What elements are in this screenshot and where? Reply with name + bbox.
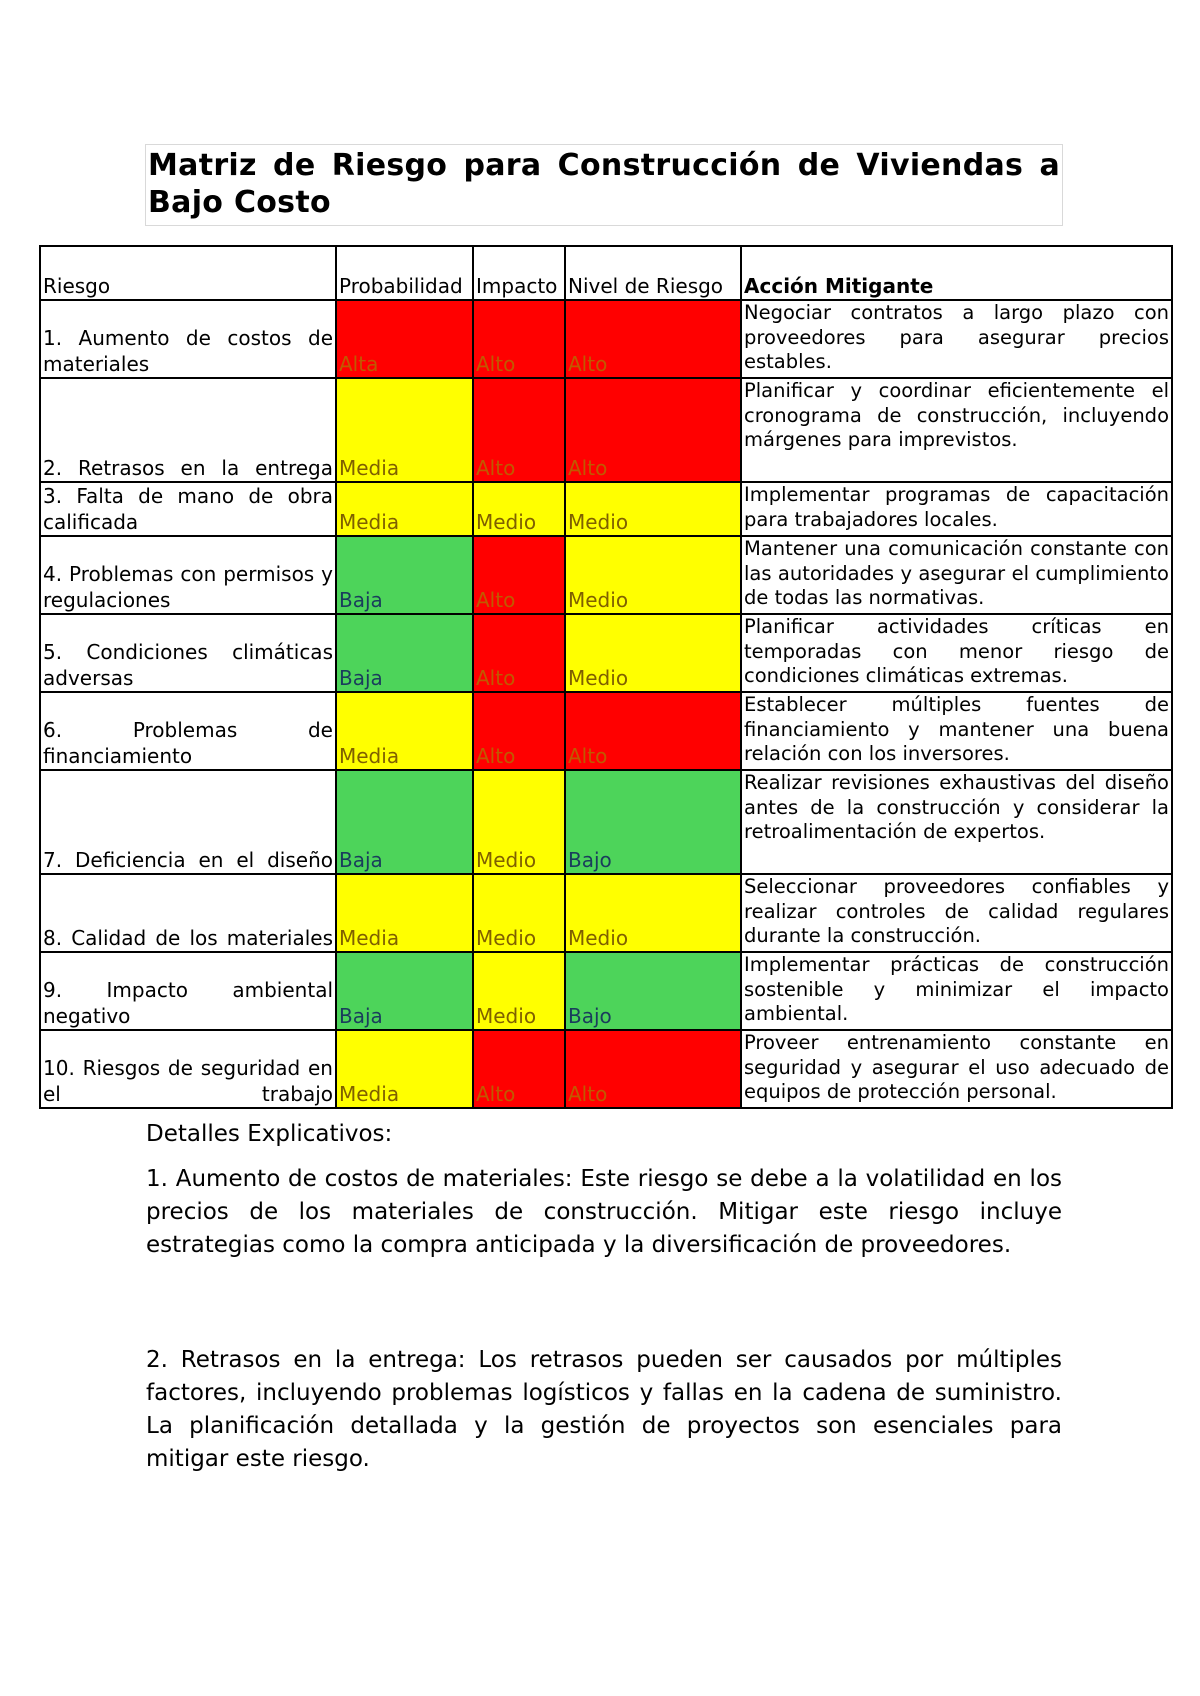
header-action: Acción Mitigante xyxy=(741,246,1172,300)
impact-cell: Medio xyxy=(473,482,565,536)
mitigation-action-cell: Implementar prácticas de construcción sostenible y minimizar el impacto ambiental. xyxy=(741,952,1172,1030)
risk-name-cell: 7. Deficiencia en el diseño xyxy=(40,770,336,874)
table-row xyxy=(40,874,1172,952)
risk-level-cell: Alto xyxy=(565,378,741,482)
risk-name-cell: 6. Problemas de financiamiento xyxy=(40,692,336,770)
details-section xyxy=(146,1118,1062,1476)
header-risk: Riesgo xyxy=(40,246,336,300)
table-row xyxy=(40,770,1172,874)
mitigation-action-cell: Mantener una comunicación constante con las autoridades y asegurar el cumplimiento de todas las normativas. xyxy=(741,536,1172,614)
risk-name-cell: 8. Calidad de los materiales xyxy=(40,874,336,952)
impact-cell: Alto xyxy=(473,1030,565,1108)
probability-cell: Baja xyxy=(336,770,473,874)
risk-name-cell: 3. Falta de mano de obra calificada xyxy=(40,482,336,536)
probability-cell: Media xyxy=(336,482,473,536)
mitigation-action-cell: Seleccionar proveedores confiables y realizar controles de calidad regulares durante la construcción. xyxy=(741,874,1172,952)
detail-item: 1. Aumento de costos de materiales: Este riesgo se debe a la volatilidad en los precios de los materiales de construcción. Mitigar este riesgo incluye estrategias como la compra anticipada y la diversificación de proveedores. xyxy=(146,1166,1062,1258)
table-header-row xyxy=(40,246,1172,300)
probability-cell: Baja xyxy=(336,614,473,692)
risk-name-cell: 2. Retrasos en la entrega xyxy=(40,378,336,482)
risk-matrix-table xyxy=(39,245,1173,1109)
table-row xyxy=(40,536,1172,614)
impact-cell: Medio xyxy=(473,952,565,1030)
detail-item: 2. Retrasos en la entrega: Los retrasos pueden ser causados por múltiples factores, incluyendo problemas logísticos y fallas en la cadena de suministro. La planificación detallada y la gestión de proyectos son esenciales para mitigar este riesgo. xyxy=(146,1347,1062,1472)
probability-cell: Media xyxy=(336,874,473,952)
impact-cell: Alto xyxy=(473,536,565,614)
mitigation-action-cell: Proveer entrenamiento constante en seguridad y asegurar el uso adecuado de equipos de protección personal. xyxy=(741,1030,1172,1108)
table-row xyxy=(40,692,1172,770)
details-heading: Detalles Explicativos: xyxy=(146,1121,393,1147)
mitigation-action-cell: Negociar contratos a largo plazo con proveedores para asegurar precios estables. xyxy=(741,300,1172,378)
risk-level-cell: Medio xyxy=(565,874,741,952)
header-impact: Impacto xyxy=(473,246,565,300)
document-title: Matriz de Riesgo para Construcción de Viviendas a Bajo Costo xyxy=(145,144,1063,226)
risk-level-cell: Medio xyxy=(565,536,741,614)
table-row xyxy=(40,378,1172,482)
risk-level-cell: Alto xyxy=(565,300,741,378)
table-row xyxy=(40,482,1172,536)
risk-level-cell: Bajo xyxy=(565,770,741,874)
impact-cell: Alto xyxy=(473,378,565,482)
mitigation-action-cell: Planificar actividades críticas en temporadas con menor riesgo de condiciones climáticas extremas. xyxy=(741,614,1172,692)
table-row xyxy=(40,300,1172,378)
probability-cell: Media xyxy=(336,692,473,770)
probability-cell: Baja xyxy=(336,536,473,614)
impact-cell: Alto xyxy=(473,614,565,692)
table-row xyxy=(40,952,1172,1030)
risk-level-cell: Medio xyxy=(565,614,741,692)
risk-name-cell: 9. Impacto ambiental negativo xyxy=(40,952,336,1030)
probability-cell: Media xyxy=(336,1030,473,1108)
risk-name-cell: 10. Riesgos de seguridad en el trabajo xyxy=(40,1030,336,1108)
mitigation-action-cell: Realizar revisiones exhaustivas del diseño antes de la construcción y considerar la retroalimentación de expertos. xyxy=(741,770,1172,874)
impact-cell: Alto xyxy=(473,300,565,378)
table-row xyxy=(40,1030,1172,1108)
mitigation-action-cell: Implementar programas de capacitación para trabajadores locales. xyxy=(741,482,1172,536)
impact-cell: Medio xyxy=(473,874,565,952)
mitigation-action-cell: Establecer múltiples fuentes de financiamiento y mantener una buena relación con los inversores. xyxy=(741,692,1172,770)
impact-cell: Alto xyxy=(473,692,565,770)
header-level: Nivel de Riesgo xyxy=(565,246,741,300)
risk-level-cell: Alto xyxy=(565,1030,741,1108)
impact-cell: Medio xyxy=(473,770,565,874)
probability-cell: Media xyxy=(336,378,473,482)
risk-level-cell: Bajo xyxy=(565,952,741,1030)
risk-name-cell: 5. Condiciones climáticas adversas xyxy=(40,614,336,692)
mitigation-action-cell: Planificar y coordinar eficientemente el cronograma de construcción, incluyendo márgenes para imprevistos. xyxy=(741,378,1172,482)
risk-name-cell: 1. Aumento de costos de materiales xyxy=(40,300,336,378)
header-probability: Probabilidad xyxy=(336,246,473,300)
probability-cell: Baja xyxy=(336,952,473,1030)
risk-name-cell: 4. Problemas con permisos y regulaciones xyxy=(40,536,336,614)
risk-level-cell: Medio xyxy=(565,482,741,536)
risk-level-cell: Alto xyxy=(565,692,741,770)
probability-cell: Alta xyxy=(336,300,473,378)
table-row xyxy=(40,614,1172,692)
